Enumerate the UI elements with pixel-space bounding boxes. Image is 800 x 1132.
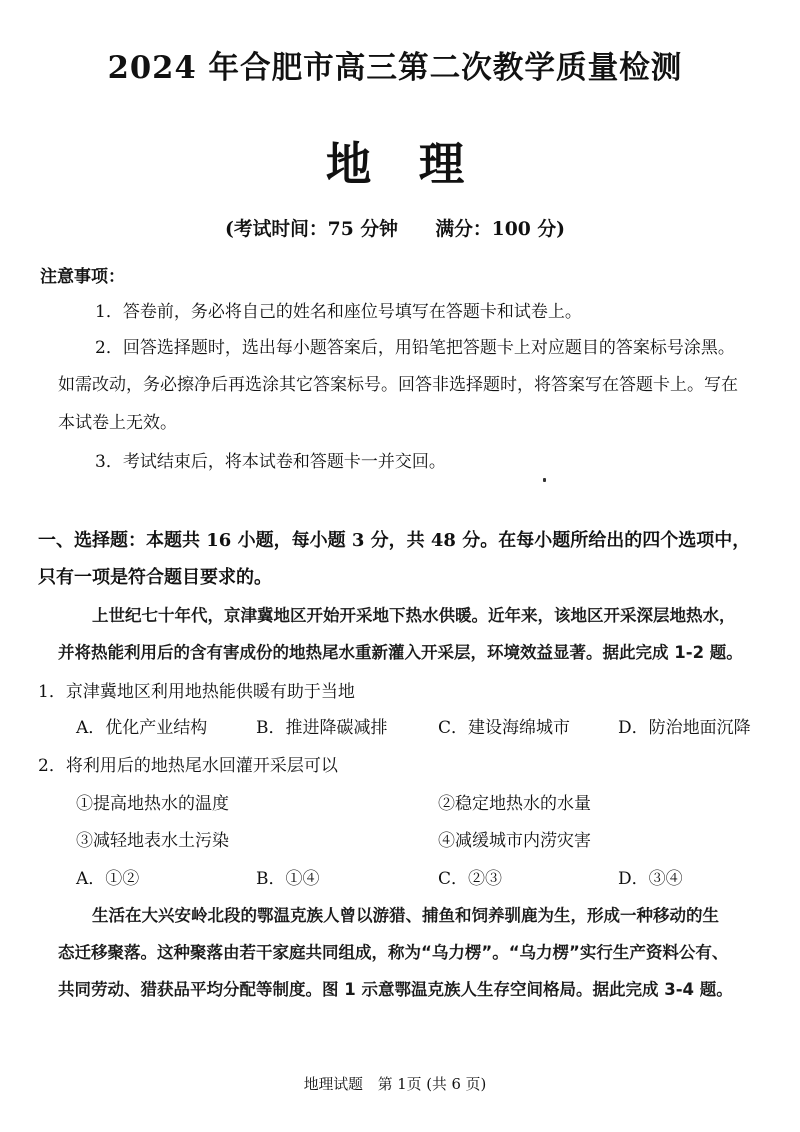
page-footer: 地理试题 第 1页 (共 6 页) (303, 1075, 487, 1093)
exam-title: 2024 年合肥市高三第二次教学质量检测 (107, 50, 683, 86)
section-heading-line-1: 一、选择题：本题共 16 小题，每小题 3 分，共 48 分。在每小题所给出的四个选项中， (38, 530, 751, 551)
subject-char-1: 地 (325, 137, 372, 191)
notice-item-2-line-2: 如需改动，务必擦净后再选涂其它答案标号。回答非选择题时，将答案写在答题卡上。写在 (58, 375, 738, 395)
question-2-statement-4: ④减缓城市内涝灾害 (438, 831, 591, 851)
question-2-option-b: B．①④ (256, 869, 320, 889)
scan-speck (543, 478, 546, 482)
notice-heading: 注意事项： (40, 267, 125, 287)
question-2-option-c: C．②③ (438, 869, 503, 889)
notice-item-3: 3．考试结束后，将本试卷和答题卡一并交回。 (95, 452, 446, 472)
question-1-option-d: D．防治地面沉降 (618, 718, 751, 738)
notice-item-1: 1．答卷前，务必将自己的姓名和座位号填写在答题卡和试卷上。 (95, 302, 582, 322)
question-1-option-b: B．推进降碳减排 (256, 718, 388, 738)
notice-item-2-line-3: 本试卷上无效。 (58, 413, 177, 433)
question-1-option-a: A．优化产业结构 (76, 718, 208, 738)
question-2-stem: 2．将利用后的地热尾水回灌开采层可以 (38, 756, 338, 776)
question-2-statement-2: ②稳定地热水的水量 (438, 794, 591, 814)
notice-item-2-line-1: 2．回答选择题时，选出每小题答案后，用铅笔把答题卡上对应题目的答案标号涂黑。 (95, 338, 735, 358)
exam-time: (考试时间：75 分钟 (224, 218, 398, 240)
passage-2-line-2: 态迁移聚落。这种聚落由若干家庭共同组成，称为“乌力楞”。“乌力楞”实行生产资料公有、 (58, 943, 729, 962)
passage-2-line-3: 共同劳动、猎获品平均分配等制度。图 1 示意鄂温克族人生存空间格局。据此完成 3-4 题。 (58, 980, 733, 999)
subject-char-2: 理 (418, 137, 465, 191)
section-heading-line-2: 只有一项是符合题目要求的。 (38, 567, 272, 588)
passage-1-line-2: 并将热能利用后的含有害成份的地热尾水重新灌入开采层，环境效益显著。据此完成 1-2 题。 (58, 643, 743, 662)
exam-info (0, 214, 790, 241)
question-2-statement-3: ③减轻地表水土污染 (76, 831, 229, 851)
question-1-stem: 1．京津冀地区利用地热能供暖有助于当地 (38, 682, 355, 702)
question-1-option-c: C．建设海绵城市 (438, 718, 571, 738)
passage-2-line-1: 生活在大兴安岭北段的鄂温克族人曾以游猎、捕鱼和饲养驯鹿为生，形成一种移动的生 (92, 906, 719, 925)
question-2-option-a: A．①② (76, 869, 140, 889)
passage-1-line-1: 上世纪七十年代，京津冀地区开始开采地下热水供暖。近年来，该地区开采深层地热水， (92, 606, 736, 625)
question-2-statement-1: ①提高地热水的温度 (76, 794, 229, 814)
question-2-option-d: D．③④ (618, 869, 683, 889)
exam-score: 满分：100 分) (435, 218, 566, 240)
subject-title (0, 128, 790, 194)
